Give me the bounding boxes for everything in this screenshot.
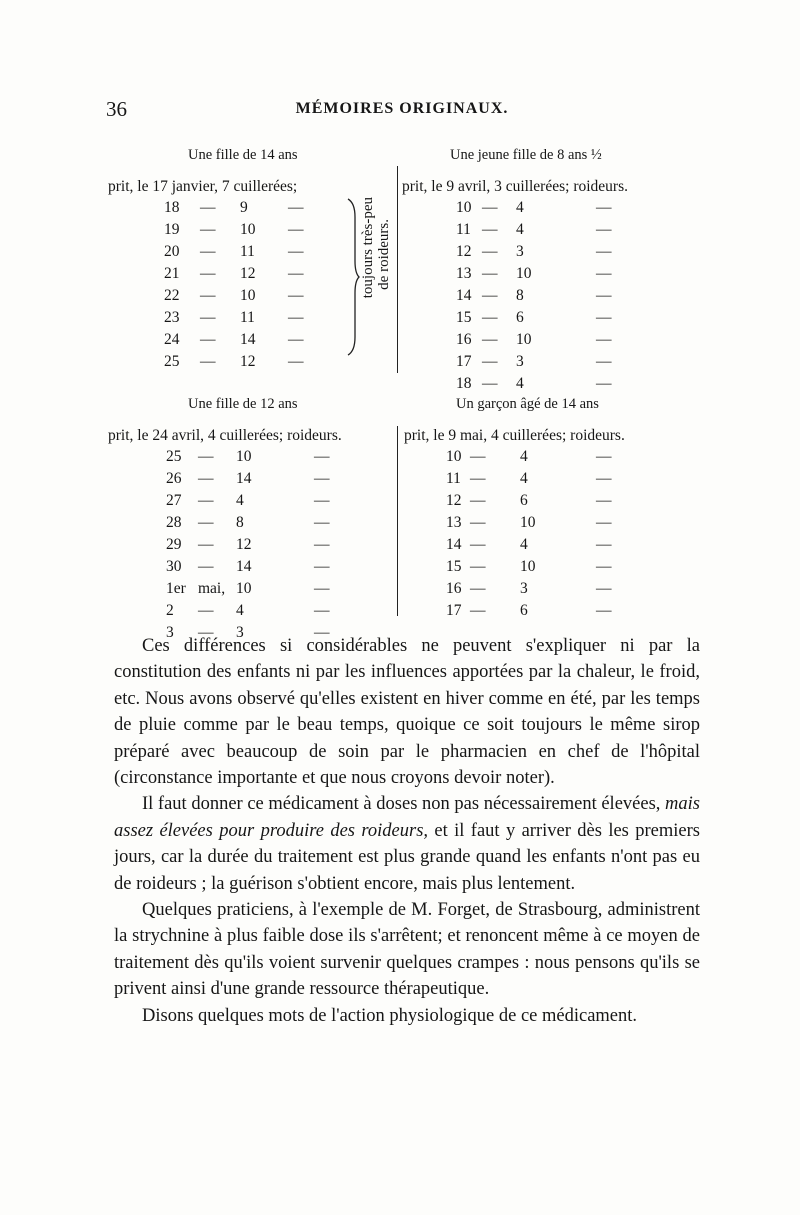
column-divider <box>397 426 398 616</box>
table-cell-sep: — <box>482 309 498 326</box>
table-cell-mark: — <box>596 470 612 487</box>
brace-note-line-1: toujours très-peu <box>360 197 376 299</box>
table-cell-dose: 10 <box>520 514 536 531</box>
table-cell-sep: — <box>470 580 486 597</box>
table-cell-day: 20 <box>164 243 180 260</box>
table-cell-mark: — <box>288 243 304 260</box>
emphasis: mais assez élevées pour produire des roideurs, <box>114 794 700 841</box>
table-cell-day: 26 <box>166 470 182 487</box>
table-cell-mark: — <box>596 199 612 216</box>
table-cell-sep: — <box>482 375 498 392</box>
table-cell-dose: 4 <box>236 602 244 619</box>
table-cell-sep: — <box>200 309 216 326</box>
table-cell-sep: — <box>482 353 498 370</box>
table-cell-mark: — <box>288 353 304 370</box>
table-cell-mark: — <box>314 514 330 531</box>
table-cell-dose: 3 <box>516 243 524 260</box>
table-cell-sep: — <box>200 221 216 238</box>
table-cell-day: 3 <box>166 624 174 641</box>
table-cell-mark: — <box>314 580 330 597</box>
table-cell-day: 2 <box>166 602 174 619</box>
table-cell-dose: 6 <box>516 309 524 326</box>
table-cell-dose: 10 <box>236 448 252 465</box>
table-cell-day: 13 <box>456 265 472 282</box>
table-cell-mark: — <box>596 448 612 465</box>
case-table-girl-8 <box>400 147 700 392</box>
table-cell-day: 25 <box>166 448 182 465</box>
table-cell-mark: — <box>314 602 330 619</box>
table-cell-dose: 8 <box>516 287 524 304</box>
table-cell-dose: 4 <box>516 221 524 238</box>
table-cell-mark: — <box>288 199 304 216</box>
table-cell-sep: — <box>482 199 498 216</box>
paragraph: Il faut donner ce médicament à doses non pas nécessairement élevées, mais assez élevées pour produire des roideurs, et il faut y arriver dès les premiers jours, car la durée du traitement est plus grande quand les enfants n'ont pas eu de roideurs ; la guérison s'obtient encore, mais plus lentement. <box>114 794 700 894</box>
table-cell-day: 17 <box>456 353 472 370</box>
table-cell-mark: — <box>314 448 330 465</box>
case-first-line: prit, le 9 avril, 3 cuillerées; roideurs. <box>402 178 628 195</box>
table-cell-day: 17 <box>446 602 462 619</box>
brace-note-line-2: de roideurs. <box>376 219 392 290</box>
page-header <box>104 97 700 125</box>
table-cell-sep: — <box>200 353 216 370</box>
table-cell-sep: — <box>198 470 214 487</box>
table-cell-sep: — <box>200 199 216 216</box>
table-cell-day: 14 <box>456 287 472 304</box>
table-cell-dose: 4 <box>236 492 244 509</box>
table-cell-sep: — <box>198 448 214 465</box>
table-cell-mark: — <box>288 221 304 238</box>
paragraph: Quelques praticiens, à l'exemple de M. Forget, de Strasbourg, administrent la strychnine à plus faible dose ils s'arrêtent; et renoncent même à ce moyen de traitement dès qu'ils voient survenir quelques crampes : nous pensons qu'ils se privent ainsi d'une grande ressource thérapeutique. <box>114 900 700 1000</box>
table-cell-mark: — <box>314 624 330 641</box>
case-heading: Une fille de 12 ans <box>188 396 298 412</box>
case-first-line: prit, le 9 mai, 4 cuillerées; roideurs. <box>404 427 625 444</box>
table-cell-dose: 14 <box>236 558 252 575</box>
paragraph: Disons quelques mots de l'action physiologique de ce médicament. <box>142 1005 638 1026</box>
table-cell-mark: — <box>288 331 304 348</box>
table-cell-mark: — <box>596 492 612 509</box>
body-text <box>114 633 700 1029</box>
table-cell-dose: 11 <box>240 309 255 326</box>
table-cell-sep: — <box>482 221 498 238</box>
case-heading: Une fille de 14 ans <box>188 147 298 163</box>
table-cell-mark: — <box>596 580 612 597</box>
table-cell-mark: — <box>596 309 612 326</box>
table-cell-mark: — <box>596 331 612 348</box>
table-cell-sep: — <box>470 492 486 509</box>
table-cell-day: 15 <box>456 309 472 326</box>
table-cell-dose: 4 <box>520 536 528 553</box>
table-cell-day: 25 <box>164 353 180 370</box>
table-cell-sep: — <box>200 287 216 304</box>
table-cell-day: 24 <box>164 331 180 348</box>
table-cell-day: 29 <box>166 536 182 553</box>
table-cell-sep: — <box>198 624 214 641</box>
table-cell-sep: — <box>198 492 214 509</box>
page-number: 36 <box>106 97 127 121</box>
table-cell-sep: — <box>198 558 214 575</box>
table-cell-day: 10 <box>446 448 462 465</box>
table-cell-dose: 12 <box>236 536 252 553</box>
case-heading: Une jeune fille de 8 ans ½ <box>450 147 602 163</box>
table-cell-dose: 10 <box>240 221 256 238</box>
table-cell-dose: 11 <box>240 243 255 260</box>
table-cell-sep: — <box>482 331 498 348</box>
case-first-line: prit, le 17 janvier, 7 cuillerées; <box>108 178 298 195</box>
table-cell-mark: — <box>596 265 612 282</box>
table-cell-dose: 3 <box>236 624 244 641</box>
table-cell-day: 19 <box>164 221 180 238</box>
table-cell-sep: — <box>198 514 214 531</box>
table-cell-mark: — <box>596 602 612 619</box>
table-cell-day: 10 <box>456 199 472 216</box>
table-cell-dose: 14 <box>240 331 256 348</box>
table-cell-sep: mai, <box>198 580 226 597</box>
table-cell-dose: 3 <box>520 580 528 597</box>
table-cell-day: 12 <box>446 492 462 509</box>
table-cell-sep: — <box>482 243 498 260</box>
table-cell-dose: 8 <box>236 514 244 531</box>
table-cell-mark: — <box>314 536 330 553</box>
table-cell-dose: 4 <box>516 199 524 216</box>
table-cell-mark: — <box>596 243 612 260</box>
case-heading: Un garçon âgé de 14 ans <box>456 396 599 412</box>
brace-note <box>346 197 392 357</box>
paragraph: Ces différences si considérables ne peuvent s'expliquer ni par la constitution des enfants ni par les influences apportées par la chaleur, le froid, etc. Nous avons observé qu'elles existent en hiver comme en été, par les temps de pluie comme par le beau temps, quoique ce soit toujours le même sirop préparé avec beaucoup de soin par le pharmacien en chef de l'hôpital (circonstance importante et que nous croyons devoir noter). <box>114 636 700 789</box>
table-cell-mark: — <box>288 309 304 326</box>
table-cell-day: 28 <box>166 514 182 531</box>
table-cell-dose: 10 <box>516 331 532 348</box>
table-cell-day: 22 <box>164 287 180 304</box>
curly-brace-icon <box>346 197 360 357</box>
table-cell-sep: — <box>200 331 216 348</box>
table-cell-day: 11 <box>456 221 471 238</box>
table-cell-day: 18 <box>164 199 180 216</box>
table-cell-mark: — <box>596 375 612 392</box>
table-cell-sep: — <box>470 536 486 553</box>
table-cell-day: 13 <box>446 514 462 531</box>
table-cell-dose: 3 <box>516 353 524 370</box>
table-cell-dose: 4 <box>520 448 528 465</box>
table-cell-sep: — <box>470 470 486 487</box>
table-cell-mark: — <box>596 558 612 575</box>
table-cell-dose: 12 <box>240 353 256 370</box>
running-title: MÉMOIRES ORIGINAUX. <box>295 100 509 117</box>
table-cell-mark: — <box>314 470 330 487</box>
table-cell-sep: — <box>470 558 486 575</box>
table-cell-sep: — <box>470 514 486 531</box>
table-cell-dose: 10 <box>520 558 536 575</box>
table-cell-day: 11 <box>446 470 461 487</box>
table-cell-sep: — <box>200 265 216 282</box>
table-cell-sep: — <box>482 287 498 304</box>
table-cell-mark: — <box>596 221 612 238</box>
table-cell-day: 12 <box>456 243 472 260</box>
table-cell-dose: 12 <box>240 265 256 282</box>
table-cell-mark: — <box>596 514 612 531</box>
table-cell-dose: 10 <box>236 580 252 597</box>
table-cell-dose: 10 <box>240 287 256 304</box>
table-cell-sep: — <box>198 602 214 619</box>
table-cell-day: 15 <box>446 558 462 575</box>
table-cell-day: 16 <box>456 331 472 348</box>
table-cell-day: 30 <box>166 558 182 575</box>
table-cell-dose: 14 <box>236 470 252 487</box>
case-table-girl-12 <box>108 396 398 641</box>
table-cell-day: 21 <box>164 265 180 282</box>
table-cell-mark: — <box>596 536 612 553</box>
table-cell-sep: — <box>198 536 214 553</box>
case-table-boy-14 <box>400 396 700 626</box>
table-cell-sep: — <box>482 265 498 282</box>
table-cell-sep: — <box>470 448 486 465</box>
table-cell-dose: 9 <box>240 199 248 216</box>
table-cell-mark: — <box>314 492 330 509</box>
table-cell-mark: — <box>288 287 304 304</box>
table-cell-mark: — <box>596 287 612 304</box>
table-cell-mark: — <box>596 353 612 370</box>
case-first-line: prit, le 24 avril, 4 cuillerées; roideurs. <box>108 427 342 444</box>
table-cell-sep: — <box>200 243 216 260</box>
table-cell-day: 23 <box>164 309 180 326</box>
column-divider <box>397 166 398 373</box>
table-cell-day: 16 <box>446 580 462 597</box>
table-cell-dose: 10 <box>516 265 532 282</box>
table-cell-day: 14 <box>446 536 462 553</box>
table-cell-dose: 4 <box>516 375 524 392</box>
table-cell-dose: 6 <box>520 492 528 509</box>
table-cell-day: 1er <box>166 580 186 597</box>
table-cell-mark: — <box>314 558 330 575</box>
table-cell-dose: 4 <box>520 470 528 487</box>
table-cell-sep: — <box>470 602 486 619</box>
table-cell-day: 18 <box>456 375 472 392</box>
table-cell-mark: — <box>288 265 304 282</box>
table-cell-dose: 6 <box>520 602 528 619</box>
table-cell-day: 27 <box>166 492 182 509</box>
